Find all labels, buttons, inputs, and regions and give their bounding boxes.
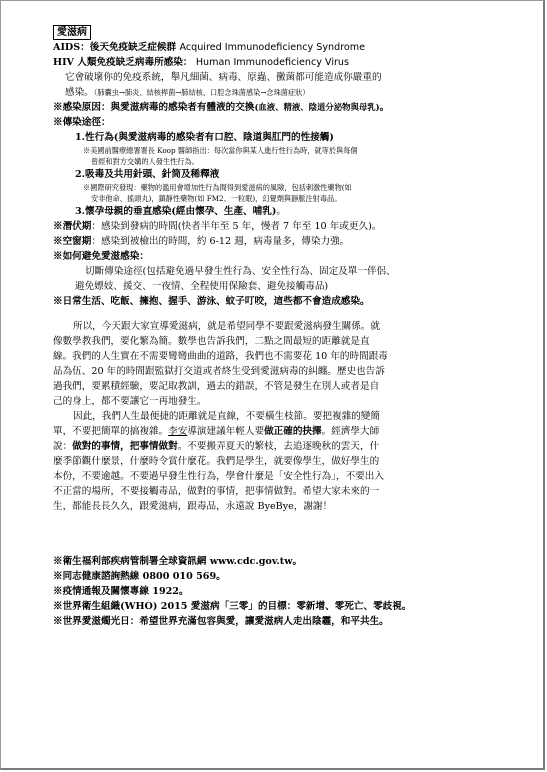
note-drugs-line-2: 安非他命、搖頭丸)，鎮靜性藥物(如 FM2、一粒眠)，幻覺劑與靜脈注射毒品。 (91, 194, 342, 203)
daily-life-note: ※日常生活、吃飯、擁抱、握手、游泳、蚊子叮咬，這些都不會造成感染。 (53, 296, 370, 307)
p2-line-2-start: 單，不要把簡單的搞複雜。 (53, 426, 169, 437)
window-label: ※空窗期 (53, 236, 92, 247)
p2-line-2-end: 。經濟學大師 (321, 426, 380, 437)
footer-who-goals: 的目標：零新增、零死亡、零歧視。 (257, 601, 412, 612)
latent-label: ※潛伏期 (53, 221, 92, 232)
p1-line-2: 像數學教我們，要化繁為簡。數學也告訴我們，二點之間最短的距離就是直 (53, 336, 370, 347)
p1-line-6: 己的身上，都不要讓它一再地發生。 (53, 396, 207, 407)
transmission-item-sex: 1.性行為(與愛滋病毒的感染者有口腔、陰道與肛門的性接觸) (75, 132, 334, 143)
infection-cause-detail: (血液、精液、陰道分泌物與母乳) (254, 102, 380, 112)
title-row (53, 25, 501, 40)
p2-line-7: 生，都能長長久久，跟愛滋病，跟毒品，永遠說 ByeBye，謝謝！ (53, 501, 333, 512)
prevention-line-1: 切斷傳染途徑(包括避免過早發生性行為、安全性行為、固定及單一伴侶、 (85, 266, 396, 277)
footer-notes (53, 554, 501, 629)
intro-line-2 (53, 85, 501, 100)
prevention-heading: ※如何避免愛滋感染： (53, 251, 149, 262)
mother-label: 3.懷孕母親的垂直感染(經由懷孕、生產、哺乳) (75, 206, 277, 217)
p2-line-6: 不正當的場所，不要接觸毒品，做對的事情，把事情做對。希望大家未來的一 (53, 486, 380, 497)
transmission-note-drugs (53, 182, 501, 204)
footer-aids-day: ※世界愛滋燭光日：希望世界充滿包容與愛，讓愛滋病人走出陰霾，和平共生。 (53, 616, 389, 627)
footer-cdc: ※衛生福利部疾病管制署全球資訊網 www.cdc.gov.tw。 (53, 556, 303, 567)
window-period (53, 234, 501, 249)
infection-cause (53, 100, 501, 115)
document-content (53, 25, 501, 629)
window-text: ：感染到被檢出的時間，約 6-12 週，病毒量多，傳染力強。 (91, 236, 350, 247)
transmission-heading: ※傳染途徑： (53, 117, 111, 128)
p2-line-2 (53, 424, 501, 439)
note-sex-line-1: ※美國前醫療總署署長 Koop 醫師指出：每次當你與某人進行性行為時，就等於與每個 (83, 146, 358, 155)
hiv-en: Human Immunodeficiency Virus (195, 57, 350, 68)
transmission-item-drugs: 2.吸毒及共用針頭、針筒及稀釋液 (75, 169, 220, 180)
infection-cause-label: ※感染原因：與愛滋病毒的感染者有體液的交換 (53, 102, 255, 113)
paragraph-2 (53, 409, 501, 514)
latent-period (53, 219, 501, 234)
p1-line-5: 過我們，要累積經驗，要記取教訓，過去的錯誤，不管是發生在別人或者是自 (53, 381, 380, 392)
p2-line-2-mid: 導演建議年輕人要 (187, 426, 265, 437)
paragraph-1 (53, 319, 501, 409)
intro-line-2-text: 感染。 (65, 87, 94, 98)
aids-zh: AIDS：後天免疫缺乏症候群 (53, 42, 177, 53)
hiv-zh: HIV 人類免疫缺乏病毒所感染： (53, 57, 193, 68)
document-title: 愛滋病 (53, 25, 91, 40)
footer-who-start: ※世界衛生組織(WHO) 2015 愛滋病「三零」 (53, 601, 258, 612)
footer-who (53, 599, 501, 614)
p2-line-3-start: 說： (53, 441, 73, 452)
p2-line-3 (53, 439, 501, 454)
spacer (53, 514, 501, 554)
p1-line-3: 線。我們的人生實在不需要彎彎曲曲的道路，我們也不需要花 10 年的時間跟毒 (53, 351, 388, 362)
hiv-definition (53, 55, 501, 70)
note-sex-line-2: 曾經和對方交媾的人發生性行為。 (91, 157, 199, 166)
p2-line-3-end: 。不要搬弄夏天的繁枝，去追逐晚秋的雲天，什 (177, 441, 380, 452)
aids-definition (53, 40, 501, 55)
latent-text: ：感染到發病的時間(快者半年至 5 年，慢者 7 年至 10 年或更久)。 (91, 221, 382, 232)
prevention-line-2: 避免嫖妓、援交、一夜情、全程使用保險套、避免接觸毒品) (75, 281, 329, 292)
p2-line-4: 麼季節觀什麼景，什麼時令賞什麼花。我們是學生，就要像學生，做好學生的 (53, 456, 380, 467)
director-name: 李安 (168, 426, 188, 437)
intro-line-1: 它會破壞你的免疫系統，舉凡細菌、病毒、原蟲、黴菌都可能造成你嚴重的 (65, 72, 382, 83)
aids-en: Acquired Immunodeficiency Syndrome (179, 42, 366, 53)
infection-cause-end: 。 (379, 102, 390, 113)
p2-line-1: 因此，我們人生最便捷的距離就是直線，不要橫生枝節。要把複雜的變簡 (73, 411, 380, 422)
p1-line-4: 品為伍、20 年的時間跟監獄打交道或者終生受到愛滋病毒的糾纏。歷史也告訴 (53, 366, 385, 377)
p2-line-2-bold: 做正確的抉擇 (264, 426, 322, 437)
transmission-item-mother (53, 204, 501, 219)
p1-line-1: 所以，今天跟大家宣導愛滋病，就是希望同學不要跟愛滋病發生關係。就 (73, 321, 380, 332)
p2-line-3-bold: 做對的事情，把事情做對 (72, 441, 178, 452)
note-drugs-line-1: ※國際研究發現：藥物的濫用會增加性行為間得到愛滋病的風險，包括刺激性藥物(如 (83, 183, 352, 192)
footer-hotline: ※同志健康諮詢熱線 0800 010 569。 (53, 571, 226, 582)
footer-epidemic: ※疫情通報及關懷專線 1922。 (53, 586, 189, 597)
transmission-note-sex (53, 145, 501, 167)
p2-line-5: 本份，不要逾越。不要過早發生性行為，學會什麼是「安全性行為」，不要出入 (53, 471, 384, 482)
intro-examples: （肺囊虫→肺炎、結核桿菌→肺結核、口腔念珠菌感染→念珠菌症狀） (93, 88, 310, 97)
mother-end: 。 (276, 206, 286, 217)
